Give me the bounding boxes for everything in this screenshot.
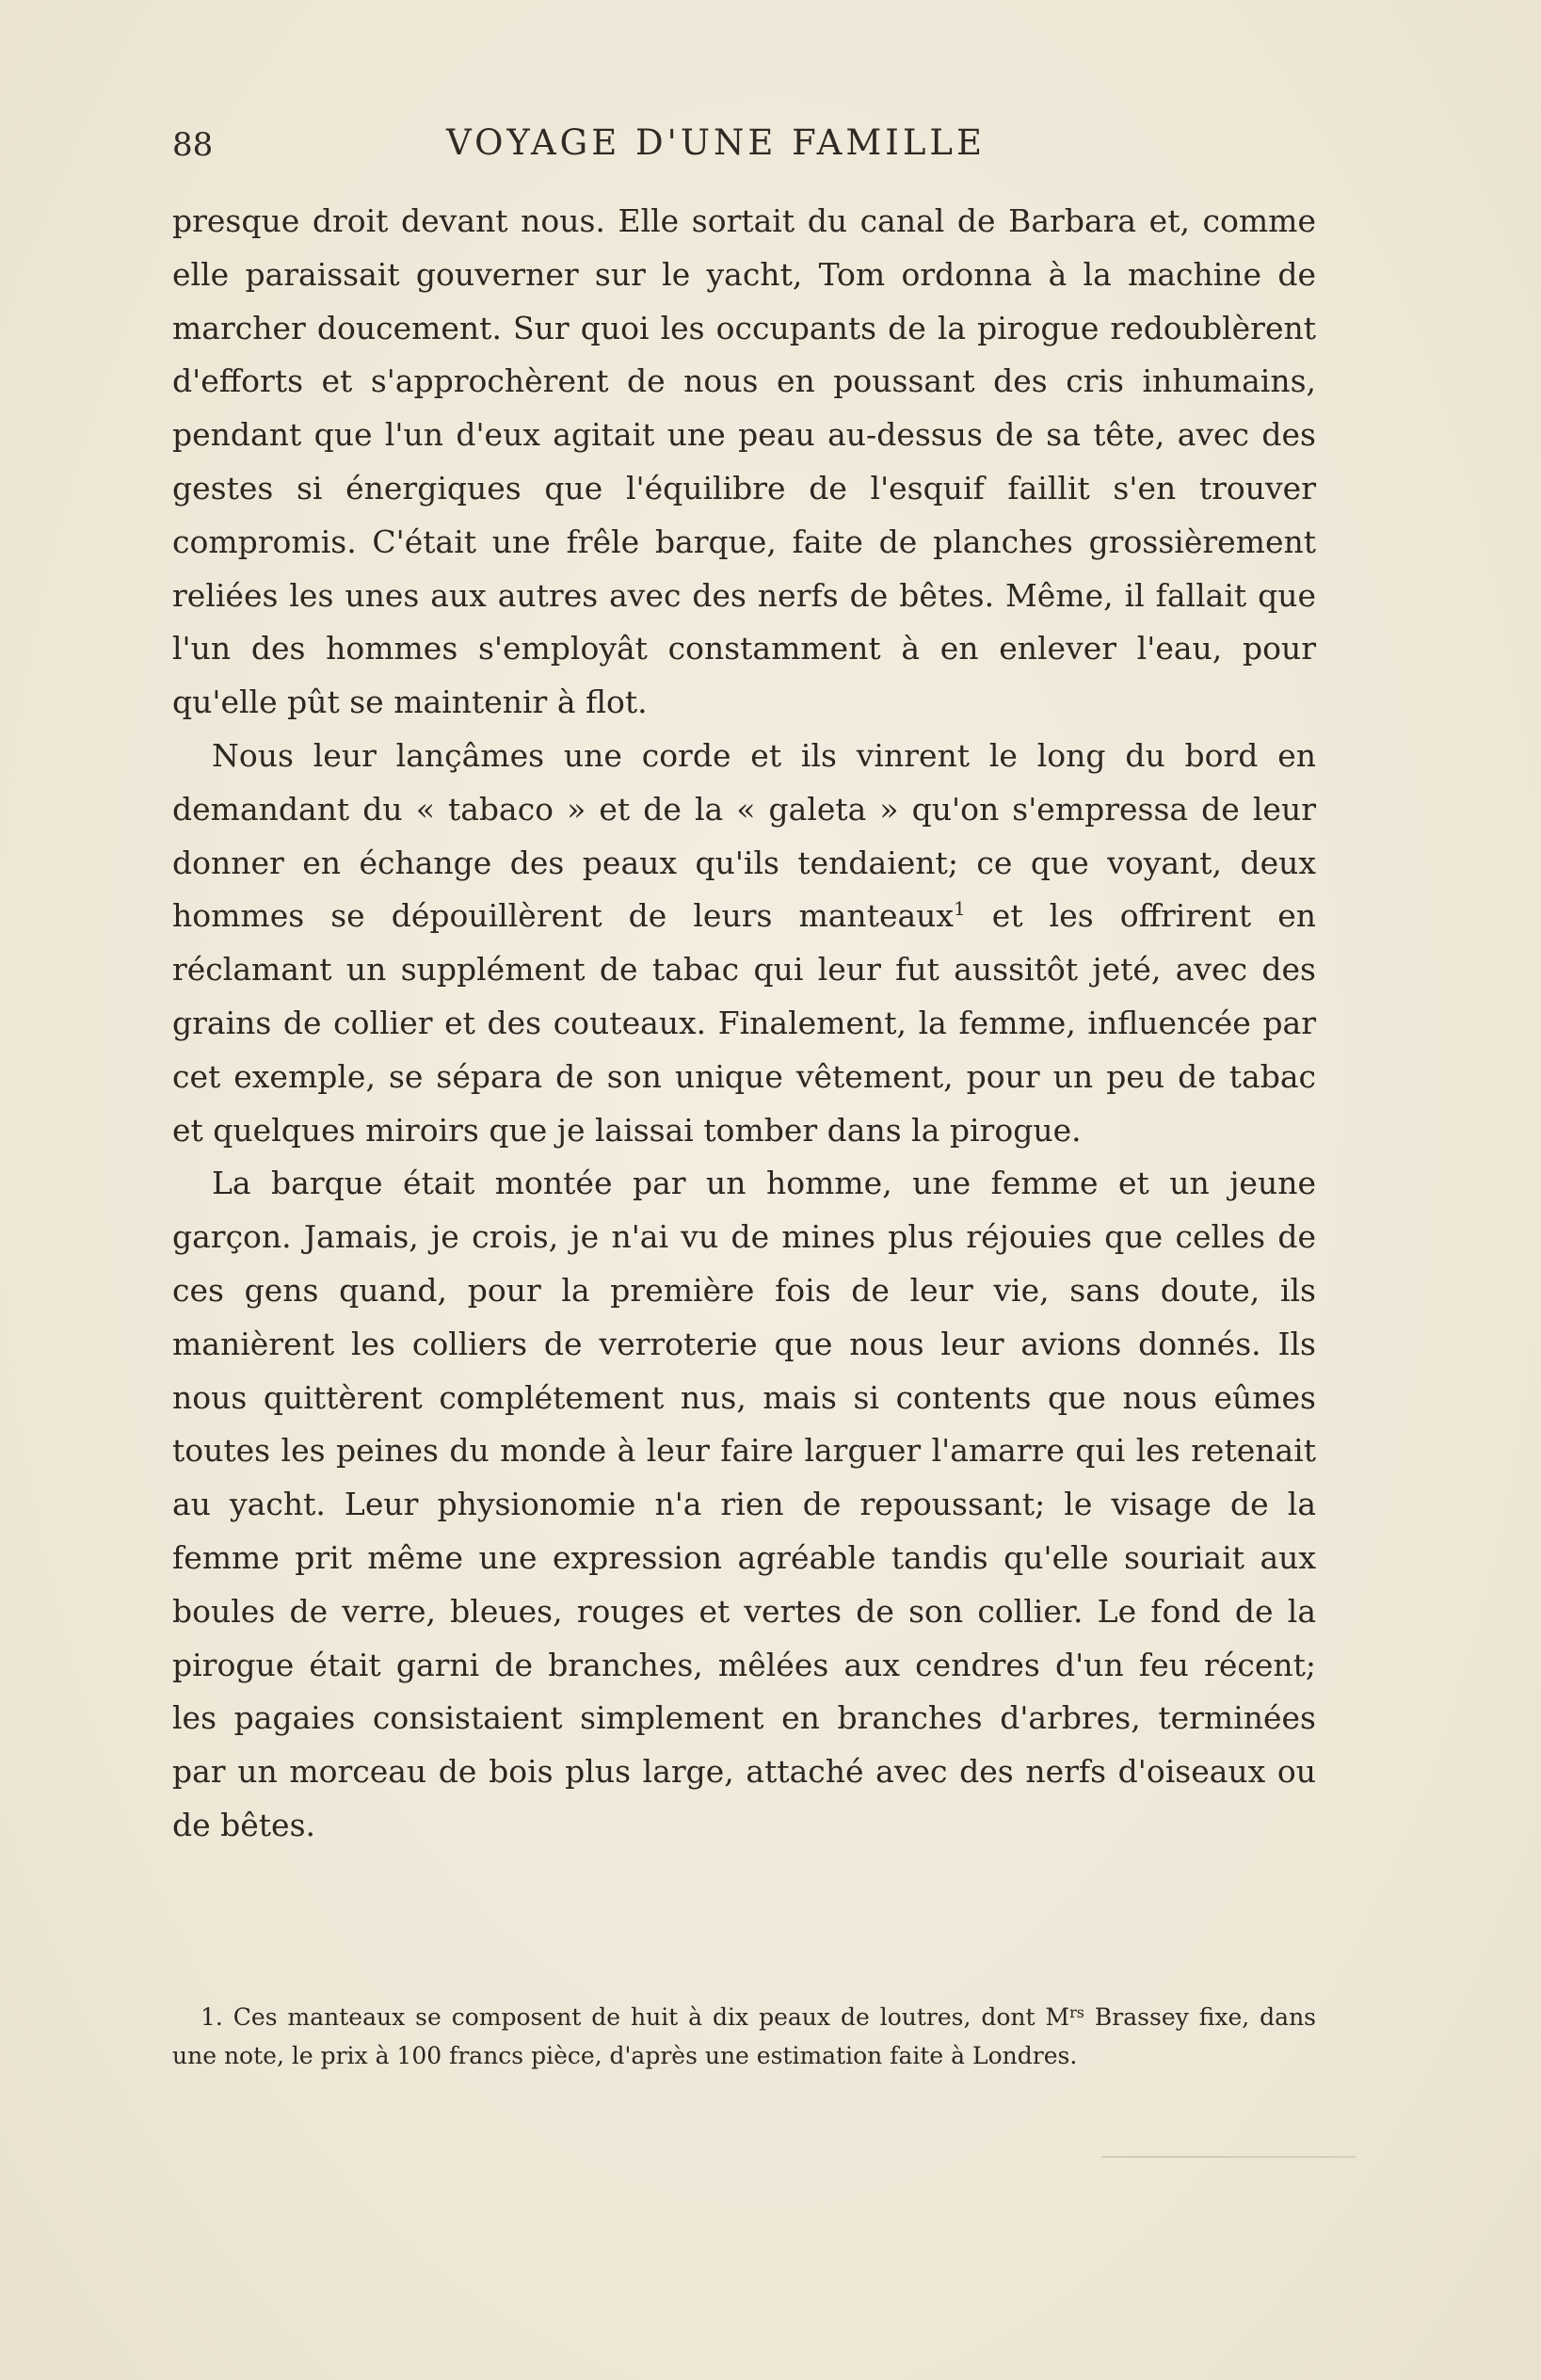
main-text <box>172 195 1316 1853</box>
paragraph-1: presque droit devant nous. Elle sortait du canal de Barbara et, comme elle paraissait gouverner sur le yacht, Tom ordonna à la machine de marcher doucement. Sur quoi les occupants de la pirogue redoublèrent d'efforts et s'approchèrent de nous en poussant des cris inhumains, pendant que l'un d'eux agitait une peau au-dessus de sa tête, avec des gestes si énergiques que l'équilibre de l'esquif faillit s'en trouver compromis. C'était une frêle barque, faite de planches grossièrement reliées les unes aux autres avec des nerfs de bêtes. Même, il fallait que l'un des hommes s'employât constamment à en enlever l'eau, pour qu'elle pût se maintenir à flot. <box>172 202 1316 721</box>
paragraph-2-text-a: Nous leur lançâmes une corde et ils vinrent le long du bord en demandant du « tabaco » et de la « galeta » qu'on s'empressa de leur donner en échange des peaux qu'ils tendaient; ce que voyant, deux hommes se dépouillèrent de leurs manteaux <box>172 736 1316 935</box>
running-head <box>172 122 1316 169</box>
paragraph-3: La barque était montée par un homme, une femme et un jeune garçon. Jamais, je crois, je n'ai vu de mines plus réjouies que celles de ces gens quand, pour la première fois de leur vie, sans doute, ils manièrent les colliers de verroterie que nous leur avions donnés. Ils nous quittèrent complétement nus, mais si contents que nous eûmes toutes les peines du monde à leur faire larguer l'amarre qui les retenait au yacht. Leur physionomie n'a rien de repoussant; le visage de la femme prit même une expression agréable tandis qu'elle souriait aux boules de verre, bleues, rouges et vertes de son collier. Le fond de la pirogue était garni de branches, mêlées aux cendres d'un feu récent; les pagaies consistaient simplement en branches d'arbres, terminées par un morceau de bois plus large, attaché avec des nerfs d'oiseaux ou de bêtes. <box>172 1165 1316 1843</box>
page-number: 88 <box>172 126 214 164</box>
paragraph-2 <box>172 730 1316 1157</box>
footnote-1-text-a: 1. Ces manteaux se composent de huit à dix peaux de loutres, dont M <box>201 2003 1070 2031</box>
page-edge-rule <box>1101 2156 1356 2158</box>
footnote-reference: 1 <box>954 897 966 921</box>
paragraph-2-text-b: et les offrirent en réclamant un supplément de tabac qui leur fut aussitôt jeté, avec des grains de collier et des couteaux. Finalement, la femme, influencée par cet exemple, se sépara de son unique vêtement, pour un peu de tabac et quelques miroirs que je laissai tomber dans la pirogue. <box>172 897 1316 1149</box>
footnote-1-text-b: Brassey fixe, dans une note, le prix à 100 francs pièce, d'après une estimation faite à Londres. <box>172 2003 1317 2069</box>
running-title: VOYAGE D'UNE FAMILLE <box>446 122 986 163</box>
footnote-1-superscript: rs <box>1069 2003 1084 2021</box>
footnote-1 <box>172 1998 1316 2075</box>
footnotes <box>172 1998 1316 2075</box>
